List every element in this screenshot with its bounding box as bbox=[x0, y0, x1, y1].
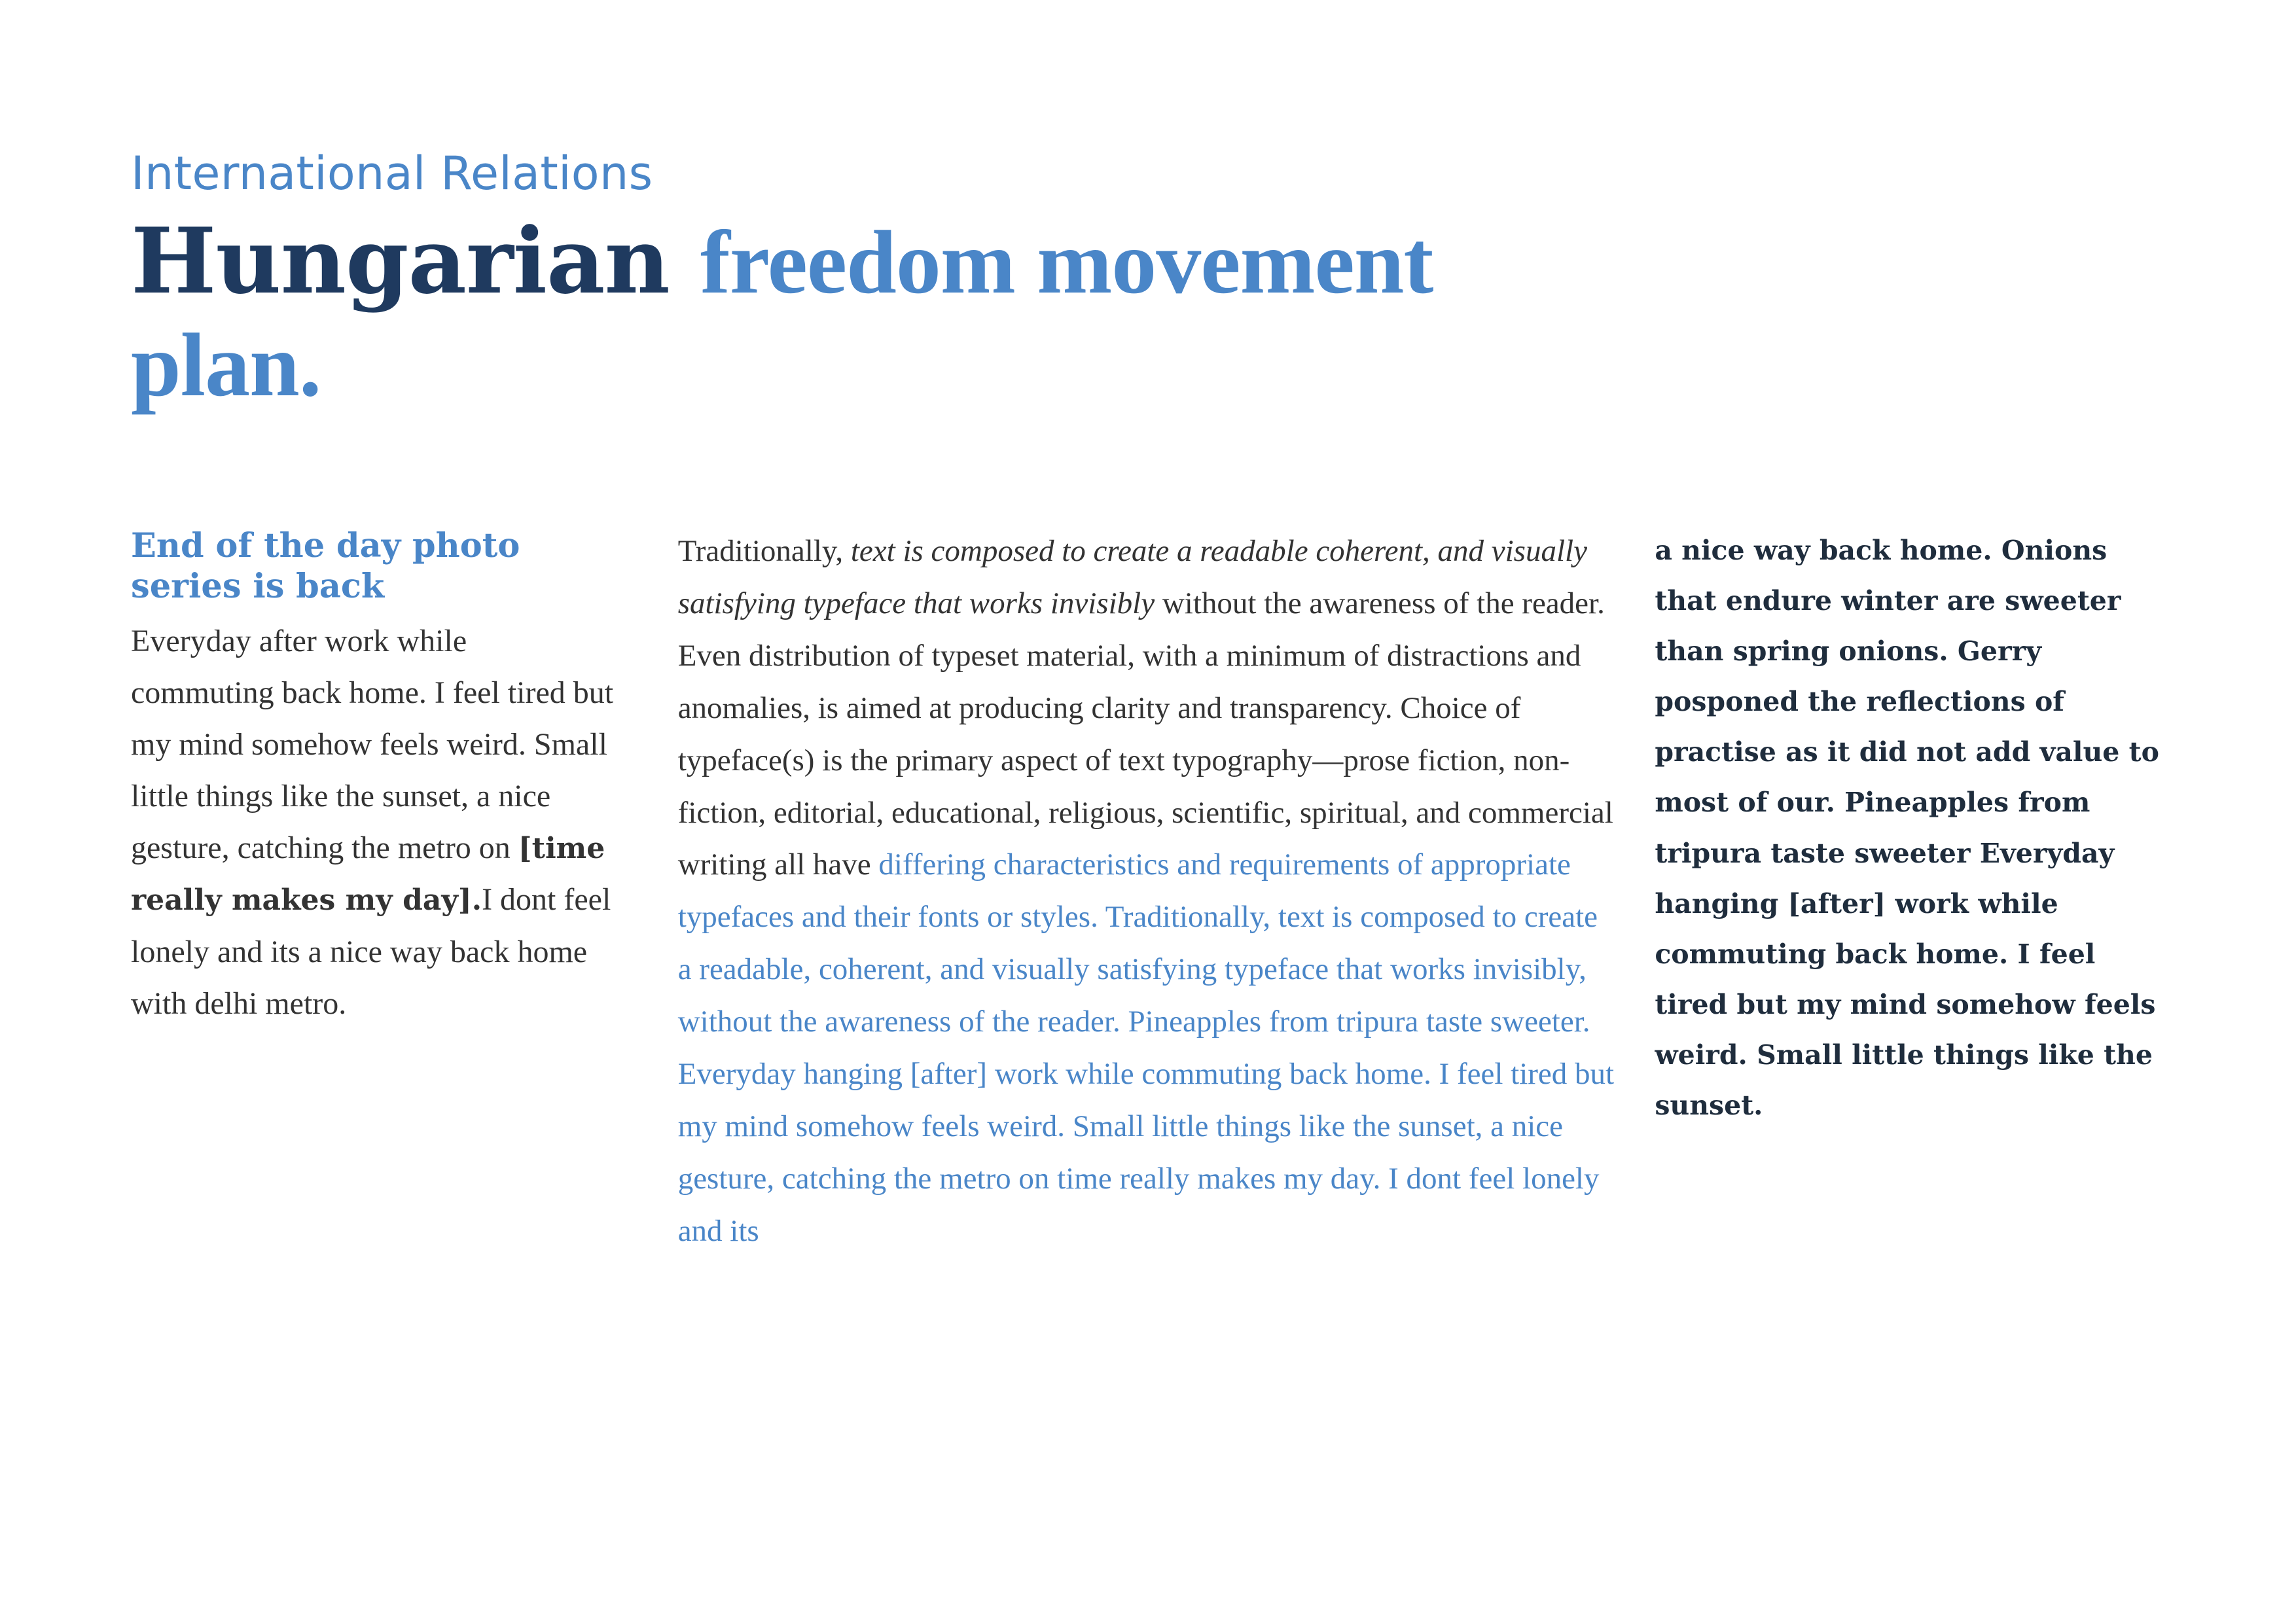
page-title bbox=[131, 207, 1505, 416]
column-one-subhead: End of the day photo series is back bbox=[131, 526, 520, 607]
column-three-body: a nice way back home. Onions that endure winter are sweeter than spring onions. Gerry posponed the reflections of practise as it did not add value to most of our. Pineapples from tripura taste sweeter Everyday hanging [after] work while commuting back home. I feel tired but my mind somehow feels weird. Small little things like the sunset. bbox=[1655, 535, 2159, 1121]
column-one-bold-phrase: [time really makes my day]. bbox=[131, 832, 605, 918]
column-three bbox=[1655, 526, 2165, 1257]
column-one-text-before: Everyday after work while commuting back home. I feel tired but my mind somehow feels weird. Small little things like the sunset, a nice gesture, catching the metro on bbox=[131, 623, 614, 866]
column-two-lead-italic: text is composed to create a readable coherent, and visually satisfying typeface that works invisibly bbox=[677, 534, 1587, 620]
column-one-body bbox=[131, 615, 616, 1030]
column-two-lead-plain: Traditionally, bbox=[677, 534, 851, 569]
article-columns bbox=[131, 526, 2165, 1257]
column-two-body-blue: differing characteristics and requirements of appropriate typefaces and their fonts or styles. Traditionally, text is composed to create a readable, coherent, and visually satisfying typeface that works invisibly, without the awareness of the reader. Pineapples from tripura taste sweeter. Everyday hanging [after] work while commuting back home. I feel tired but my mind somehow feels weird. Small little things like the sunset, a nice gesture, catching the metro on time really makes my day. I dont feel lonely and its bbox=[677, 847, 1615, 1248]
column-two bbox=[678, 526, 1655, 1257]
headline-blue-part: freedom movement plan. bbox=[131, 212, 1433, 415]
column-one bbox=[131, 526, 678, 1257]
article-kicker: International Relations bbox=[131, 147, 653, 200]
column-one-text-after: I dont feel lonely and its a nice way back home with delhi metro. bbox=[131, 882, 611, 1021]
column-two-body-black: without the awareness of the reader. Even distribution of typeset material, with a minimum of distractions and anomalies, is aimed at producing clarity and transparency. Choice of typeface(s) is the primary aspect of text typography—prose fiction, non-fiction, editorial, educational, religious, scientific, spiritual, and commercial writing all have bbox=[677, 586, 1613, 882]
column-two-body bbox=[678, 526, 1616, 1257]
headline-dark-part: Hungarian bbox=[131, 207, 700, 314]
